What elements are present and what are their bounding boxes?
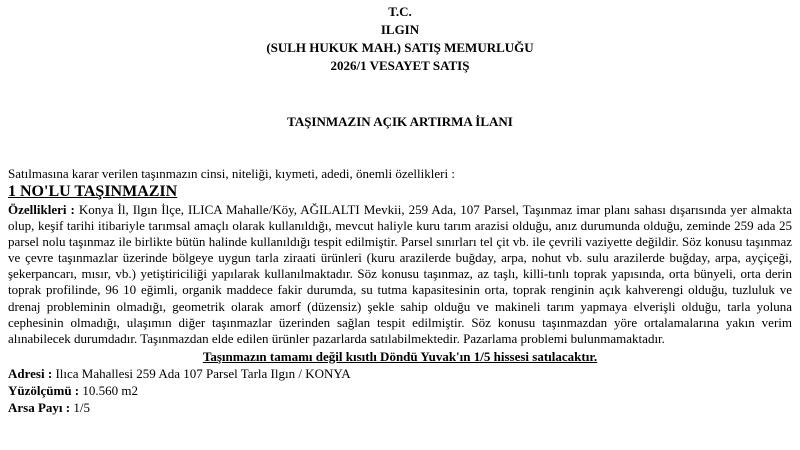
- area-value: 10.560 m2: [79, 382, 139, 398]
- share-note: Taşınmazın tamamı değil kısıtlı Döndü Yuvak'ın 1/5 hissesi satılacaktır.: [202, 348, 598, 364]
- area-label: Yüzölçümü :: [8, 382, 80, 398]
- address-field: [8, 365, 792, 382]
- area-field: [8, 382, 792, 399]
- document-header: [8, 0, 792, 75]
- header-office: (SULH HUKUK MAH.) SATIŞ MEMURLUĞU: [266, 40, 534, 55]
- share-label: Arsa Payı :: [8, 399, 71, 415]
- share-value: 1/5: [70, 399, 90, 415]
- features-label: Özellikleri :: [8, 202, 75, 217]
- header-case-number: 2026/1 VESAYET SATIŞ: [330, 58, 470, 73]
- share-field: [8, 399, 792, 416]
- address-label: Adresi :: [8, 365, 53, 381]
- announcement-title: TAŞINMAZIN AÇIK ARTIRMA İLANI: [287, 114, 513, 129]
- header-district: ILGIN: [380, 22, 420, 37]
- features-text: Konya İl, Ilgın İlçe, ILICA Mahalle/Köy, AĞILALTI Mevkii, 259 Ada, 107 Parsel, Taşınmaz imar planı sahası dışarısında yer almakta olup, keşif tarihi itibariyle tarımsal amaçlı olarak kullanıldığı, mevcut haliyle kuru tarım arazisi olduğu, anız durumunda olduğu, zeminde 259 ada 25 parsel nolu taşınmaz ile birlikte bütün halinde kullanıldığı tespit edilmiştir. Parsel sınırları tel çit vb. ile çevrili vaziyette değildir. Söz konusu taşınmaz ve çevre taşınmazlar üzerinde bölgeye uygun tarla ziraati ürünleri (kuru arazilerde buğday, arpa, nohut vb. sulu arazilerde buğday, arpa, ayçiçeği, şekerpancarı, mısır, vb.) yetiştiriciliği yapılarak kullanılmaktadır. Söz konusu taşınmaz, az taşlı, killi-tınlı toprak yapısında, orta bünyeli, orta derin toprak profilinde, 96 10 eğimli, organik maddece fakir durumda, su tutma kapasitesinin orta, toprak renginin açık kahverengi olduğu, tuzluluk ve drenaj probleminin olmadığı, geometrik olarak amorf (düzensiz) şekle sahip olduğu ve makineli tarım yapmaya elverişli olduğu, tarla yoluna cephesinin olmadığı, ulaşımın diğer taşınmazlar üzerinden sağlan tespit edilmiştir. Söz konusu taşınmazdan yöre ortalamalarına yakın verim alınabilecek durumdadır. Taşınmazdan elde edilen ürünler pazarlarda satılabilmektedir. Pazarlama problemi bulunmamaktadır.: [8, 202, 792, 346]
- property-title: 1 NO'LU TAŞINMAZIN: [8, 183, 178, 200]
- address-value: Ilıca Mahallesi 259 Ada 107 Parsel Tarla Ilgın / KONYA: [52, 365, 351, 381]
- property-features: [8, 202, 792, 347]
- intro-text: Satılmasına karar verilen taşınmazın cinsi, niteliği, kıymeti, adedi, önemli özellikleri :: [8, 166, 455, 181]
- header-country: T.C.: [388, 4, 412, 19]
